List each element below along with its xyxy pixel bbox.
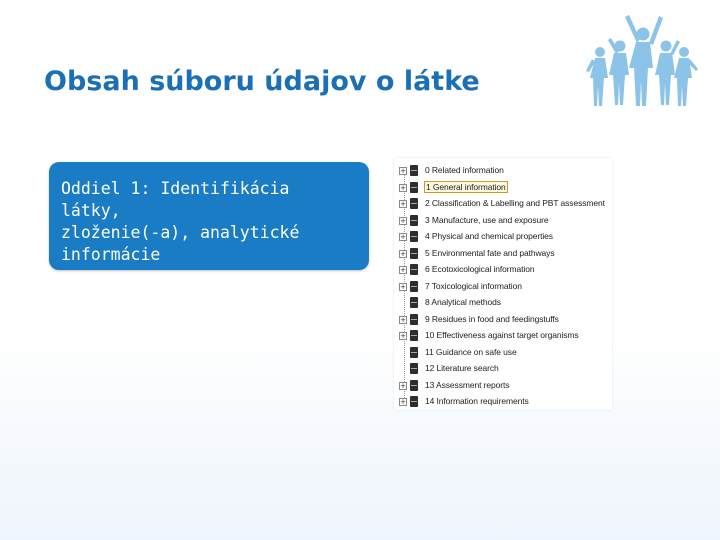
expand-toggle-icon[interactable]: + — [400, 381, 406, 390]
tree-item-label: 13 Assessment reports — [425, 379, 510, 390]
section-tree-panel — [394, 158, 612, 410]
tree-item-label: 11 Guidance on safe use — [425, 346, 517, 357]
tree-item[interactable] — [394, 395, 612, 409]
tree-item-label: 14 Information requirements — [425, 396, 529, 406]
tree-item[interactable] — [394, 280, 612, 294]
expand-toggle-icon[interactable]: + — [400, 216, 406, 225]
expand-toggle-icon[interactable]: + — [400, 282, 406, 291]
tree-item[interactable] — [394, 263, 612, 277]
tree-item-label: 8 Analytical methods — [425, 297, 501, 307]
tree-item[interactable] — [394, 329, 612, 343]
document-icon — [410, 380, 418, 391]
expand-toggle-icon[interactable]: + — [400, 315, 406, 324]
callout-text: Oddiel 1: Identifikácia látky, zloženie(-a), analytické informácie — [61, 179, 300, 264]
expand-toggle-icon[interactable]: + — [400, 398, 406, 406]
expand-toggle-icon[interactable]: + — [400, 249, 406, 258]
document-icon — [410, 198, 418, 209]
tree-item[interactable] — [394, 346, 612, 360]
document-icon — [410, 347, 418, 358]
expand-toggle-icon[interactable]: + — [400, 266, 406, 274]
tree-item-label: 1 General information — [426, 181, 506, 192]
document-icon — [410, 264, 418, 275]
tree-item[interactable] — [394, 214, 612, 228]
expand-toggle-icon[interactable]: + — [400, 167, 406, 175]
document-icon — [410, 215, 418, 226]
section-callout — [49, 162, 369, 270]
document-icon — [410, 297, 418, 308]
expand-toggle-icon[interactable]: + — [400, 332, 406, 340]
tree-item[interactable] — [394, 313, 612, 327]
tree-item-label: 4 Physical and chemical properties — [425, 231, 553, 241]
document-icon — [410, 363, 418, 374]
expand-toggle-icon[interactable]: + — [400, 200, 406, 208]
document-icon — [410, 281, 418, 292]
tree-item[interactable] — [394, 247, 612, 261]
tree-item-label: 5 Environmental fate and pathways — [425, 247, 555, 258]
tree-item-label: 6 Ecotoxicological information — [425, 264, 535, 274]
tree-item-label: 0 Related information — [425, 165, 504, 175]
running-people-icon — [582, 12, 708, 110]
expand-toggle-icon[interactable]: + — [400, 183, 406, 192]
tree-item[interactable] — [394, 197, 612, 211]
tree-item-label: 10 Effectiveness against target organisms — [425, 330, 579, 340]
tree-item[interactable] — [394, 164, 612, 178]
tree-item-label: 2 Classification & Labelling and PBT assessment — [425, 198, 605, 208]
slide-title: Obsah súboru údajov o látke — [44, 66, 480, 97]
tree-item[interactable] — [394, 362, 612, 376]
tree-item[interactable] — [394, 379, 612, 393]
tree-item[interactable] — [394, 230, 612, 244]
tree-item[interactable] — [394, 181, 612, 195]
document-icon — [410, 182, 418, 193]
document-icon — [410, 314, 418, 325]
document-icon — [410, 396, 418, 407]
tree-item-label: 9 Residues in food and feedingstuffs — [425, 313, 559, 324]
document-icon — [410, 330, 418, 341]
tree-item-label: 7 Toxicological information — [425, 280, 522, 291]
document-icon — [410, 248, 418, 259]
document-icon — [410, 165, 418, 176]
tree-item[interactable] — [394, 296, 612, 310]
expand-toggle-icon[interactable]: + — [400, 233, 406, 241]
tree-item-label: 3 Manufacture, use and exposure — [425, 214, 549, 225]
document-icon — [410, 231, 418, 242]
tree-item-label: 12 Literature search — [425, 363, 499, 373]
